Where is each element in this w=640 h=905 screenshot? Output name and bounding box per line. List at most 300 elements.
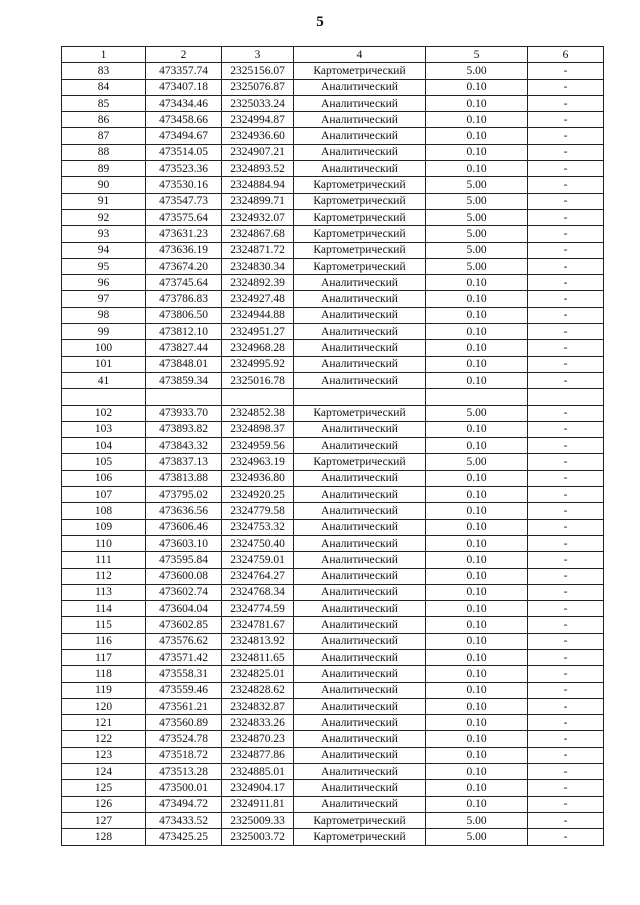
accuracy-cell: 0.10 [426,698,528,714]
method-cell: Картометрический [294,812,426,828]
x-coordinate-cell: 473576.62 [146,633,222,649]
accuracy-cell: 0.10 [426,112,528,128]
method-cell: Аналитический [294,307,426,323]
x-coordinate-cell: 473560.89 [146,715,222,731]
method-cell: Аналитический [294,275,426,291]
method-cell: Картометрический [294,63,426,79]
accuracy-cell: 0.10 [426,731,528,747]
table-row [62,226,604,242]
table-row [62,405,604,421]
point-number-cell: 117 [62,649,146,665]
point-number-cell: 114 [62,601,146,617]
accuracy-cell: 0.10 [426,617,528,633]
table-row [62,356,604,372]
x-coordinate-cell: 473636.56 [146,503,222,519]
method-cell: Аналитический [294,421,426,437]
column-header-6: 6 [528,47,604,63]
column-header-4: 4 [294,47,426,63]
accuracy-cell: 0.10 [426,421,528,437]
table-row [62,829,604,845]
table-row [62,63,604,79]
y-coordinate-cell: 2324884.94 [222,177,294,193]
point-number-cell: 88 [62,144,146,160]
accuracy-cell: 0.10 [426,764,528,780]
y-coordinate-cell: 2324898.37 [222,421,294,437]
accuracy-cell: 0.10 [426,519,528,535]
table-row [62,438,604,454]
accuracy-cell: 0.10 [426,340,528,356]
table-row [62,487,604,503]
table-row [62,242,604,258]
point-number-cell: 105 [62,454,146,470]
y-coordinate-cell: 2324899.71 [222,193,294,209]
table-row [62,649,604,665]
note-cell: - [528,275,604,291]
table-row [62,731,604,747]
y-coordinate-cell: 2324892.39 [222,275,294,291]
x-coordinate-cell: 473602.74 [146,584,222,600]
note-cell: - [528,438,604,454]
method-cell: Аналитический [294,324,426,340]
point-number-cell: 103 [62,421,146,437]
y-coordinate-cell: 2324995.92 [222,356,294,372]
point-number-cell: 83 [62,63,146,79]
accuracy-cell: 0.10 [426,372,528,388]
x-coordinate-cell: 473514.05 [146,144,222,160]
note-cell: - [528,649,604,665]
method-cell: Аналитический [294,340,426,356]
x-coordinate-cell: 473933.70 [146,405,222,421]
method-cell: Аналитический [294,649,426,665]
x-coordinate-cell: 473513.28 [146,764,222,780]
table-row [62,454,604,470]
accuracy-cell: 0.10 [426,324,528,340]
method-cell: Аналитический [294,291,426,307]
method-cell [294,389,426,405]
method-cell: Картометрический [294,829,426,845]
method-cell: Картометрический [294,226,426,242]
point-number-cell: 116 [62,633,146,649]
point-number-cell: 110 [62,535,146,551]
note-cell: - [528,324,604,340]
x-coordinate-cell: 473848.01 [146,356,222,372]
accuracy-cell: 0.10 [426,275,528,291]
y-coordinate-cell: 2324870.23 [222,731,294,747]
y-coordinate-cell: 2324768.34 [222,584,294,600]
accuracy-cell: 0.10 [426,601,528,617]
table-row [62,372,604,388]
method-cell: Аналитический [294,633,426,649]
point-number-cell: 112 [62,568,146,584]
note-cell [528,389,604,405]
point-number-cell: 102 [62,405,146,421]
note-cell: - [528,79,604,95]
note-cell: - [528,372,604,388]
point-number-cell: 87 [62,128,146,144]
note-cell: - [528,747,604,763]
method-cell: Аналитический [294,617,426,633]
point-number-cell: 101 [62,356,146,372]
y-coordinate-cell: 2324968.28 [222,340,294,356]
table-row [62,715,604,731]
accuracy-cell: 5.00 [426,812,528,828]
x-coordinate-cell: 473571.42 [146,649,222,665]
note-cell: - [528,552,604,568]
x-coordinate-cell: 473524.78 [146,731,222,747]
y-coordinate-cell: 2324936.80 [222,470,294,486]
note-cell: - [528,617,604,633]
table-row [62,258,604,274]
x-coordinate-cell: 473893.82 [146,421,222,437]
x-coordinate-cell: 473558.31 [146,666,222,682]
note-cell: - [528,519,604,535]
y-coordinate-cell: 2325016.78 [222,372,294,388]
y-coordinate-cell: 2324944.88 [222,307,294,323]
y-coordinate-cell: 2324911.81 [222,796,294,812]
note-cell: - [528,829,604,845]
table-row [62,812,604,828]
table-row [62,340,604,356]
note-cell: - [528,601,604,617]
note-cell: - [528,209,604,225]
method-cell: Аналитический [294,487,426,503]
note-cell: - [528,193,604,209]
y-coordinate-cell: 2324963.19 [222,454,294,470]
note-cell: - [528,242,604,258]
method-cell: Аналитический [294,584,426,600]
method-cell: Картометрический [294,405,426,421]
accuracy-cell: 0.10 [426,682,528,698]
accuracy-cell: 5.00 [426,405,528,421]
accuracy-cell: 5.00 [426,242,528,258]
y-coordinate-cell: 2324927.48 [222,291,294,307]
point-number-cell: 85 [62,95,146,111]
point-number-cell: 97 [62,291,146,307]
method-cell: Картометрический [294,258,426,274]
method-cell: Аналитический [294,144,426,160]
table-row [62,324,604,340]
y-coordinate-cell: 2324904.17 [222,780,294,796]
page-number: 5 [316,14,324,30]
x-coordinate-cell: 473827.44 [146,340,222,356]
column-header-1: 1 [62,47,146,63]
table-row [62,780,604,796]
y-coordinate-cell: 2324832.87 [222,698,294,714]
point-number-cell: 41 [62,372,146,388]
table-row [62,470,604,486]
accuracy-cell: 0.10 [426,161,528,177]
table-row [62,209,604,225]
table-row [62,193,604,209]
x-coordinate-cell: 473561.21 [146,698,222,714]
method-cell: Аналитический [294,438,426,454]
method-cell: Аналитический [294,682,426,698]
y-coordinate-cell: 2324951.27 [222,324,294,340]
accuracy-cell: 0.10 [426,552,528,568]
table-row [62,617,604,633]
y-coordinate-cell: 2324779.58 [222,503,294,519]
point-number-cell: 93 [62,226,146,242]
accuracy-cell: 5.00 [426,226,528,242]
point-number-cell: 125 [62,780,146,796]
point-number-cell: 123 [62,747,146,763]
point-number-cell: 96 [62,275,146,291]
y-coordinate-cell: 2324759.01 [222,552,294,568]
table-row [62,144,604,160]
note-cell: - [528,666,604,682]
x-coordinate-cell: 473518.72 [146,747,222,763]
y-coordinate-cell: 2324920.25 [222,487,294,503]
x-coordinate-cell: 473458.66 [146,112,222,128]
x-coordinate-cell: 473604.04 [146,601,222,617]
point-number-cell: 86 [62,112,146,128]
x-coordinate-cell: 473795.02 [146,487,222,503]
x-coordinate-cell: 473786.83 [146,291,222,307]
y-coordinate-cell: 2325003.72 [222,829,294,845]
table-row [62,275,604,291]
x-coordinate-cell: 473745.64 [146,275,222,291]
point-number-cell: 84 [62,79,146,95]
x-coordinate-cell: 473434.46 [146,95,222,111]
note-cell: - [528,715,604,731]
method-cell: Аналитический [294,568,426,584]
x-coordinate-cell: 473636.19 [146,242,222,258]
note-cell: - [528,633,604,649]
point-number-cell: 127 [62,812,146,828]
method-cell: Аналитический [294,519,426,535]
point-number-cell: 118 [62,666,146,682]
accuracy-cell: 0.10 [426,780,528,796]
y-coordinate-cell: 2324830.34 [222,258,294,274]
accuracy-cell: 0.10 [426,649,528,665]
note-cell: - [528,698,604,714]
table-row [62,503,604,519]
note-cell: - [528,340,604,356]
point-number-cell: 121 [62,715,146,731]
method-cell: Аналитический [294,764,426,780]
x-coordinate-cell: 473603.10 [146,535,222,551]
y-coordinate-cell: 2325076.87 [222,79,294,95]
note-cell: - [528,144,604,160]
method-cell: Аналитический [294,356,426,372]
note-cell: - [528,112,604,128]
x-coordinate-cell: 473407.18 [146,79,222,95]
note-cell: - [528,405,604,421]
note-cell: - [528,63,604,79]
method-cell: Картометрический [294,242,426,258]
method-cell: Аналитический [294,747,426,763]
y-coordinate-cell: 2325009.33 [222,812,294,828]
point-number-cell: 120 [62,698,146,714]
x-coordinate-cell: 473602.85 [146,617,222,633]
accuracy-cell: 0.10 [426,307,528,323]
note-cell: - [528,812,604,828]
x-coordinate-cell: 473837.13 [146,454,222,470]
point-number-cell: 89 [62,161,146,177]
x-coordinate-cell: 473433.52 [146,812,222,828]
coordinates-table [61,46,604,846]
x-coordinate-cell: 473631.23 [146,226,222,242]
table-row [62,601,604,617]
point-number-cell: 109 [62,519,146,535]
x-coordinate-cell: 473494.67 [146,128,222,144]
accuracy-cell: 0.10 [426,487,528,503]
accuracy-cell: 0.10 [426,796,528,812]
method-cell: Аналитический [294,698,426,714]
x-coordinate-cell: 473859.34 [146,372,222,388]
y-coordinate-cell: 2324833.26 [222,715,294,731]
x-coordinate-cell: 473812.10 [146,324,222,340]
y-coordinate-cell: 2324936.60 [222,128,294,144]
accuracy-cell: 5.00 [426,829,528,845]
accuracy-cell: 0.10 [426,438,528,454]
accuracy-cell: 5.00 [426,193,528,209]
x-coordinate-cell: 473806.50 [146,307,222,323]
point-number-cell: 92 [62,209,146,225]
table-row [62,698,604,714]
accuracy-cell: 0.10 [426,95,528,111]
point-number-cell: 122 [62,731,146,747]
note-cell: - [528,584,604,600]
accuracy-cell: 0.10 [426,633,528,649]
method-cell: Картометрический [294,177,426,193]
accuracy-cell: 5.00 [426,63,528,79]
point-number-cell: 108 [62,503,146,519]
note-cell: - [528,780,604,796]
point-number-cell: 98 [62,307,146,323]
method-cell: Аналитический [294,128,426,144]
x-coordinate-cell: 473523.36 [146,161,222,177]
point-number-cell: 126 [62,796,146,812]
accuracy-cell: 5.00 [426,177,528,193]
x-coordinate-cell: 473575.64 [146,209,222,225]
accuracy-cell: 0.10 [426,79,528,95]
method-cell: Аналитический [294,601,426,617]
table-row [62,552,604,568]
method-cell: Картометрический [294,454,426,470]
method-cell: Аналитический [294,95,426,111]
y-coordinate-cell: 2324932.07 [222,209,294,225]
y-coordinate-cell: 2324959.56 [222,438,294,454]
method-cell: Аналитический [294,731,426,747]
accuracy-cell: 5.00 [426,454,528,470]
table-row [62,796,604,812]
note-cell: - [528,307,604,323]
method-cell: Аналитический [294,666,426,682]
accuracy-cell: 0.10 [426,535,528,551]
method-cell: Аналитический [294,552,426,568]
table-row [62,584,604,600]
accuracy-cell: 0.10 [426,128,528,144]
x-coordinate-cell: 473600.08 [146,568,222,584]
accuracy-cell: 0.10 [426,356,528,372]
column-header-3: 3 [222,47,294,63]
y-coordinate-cell: 2324893.52 [222,161,294,177]
y-coordinate-cell: 2324907.21 [222,144,294,160]
note-cell: - [528,226,604,242]
x-coordinate-cell: 473813.88 [146,470,222,486]
column-header-2: 2 [146,47,222,63]
y-coordinate-cell: 2324750.40 [222,535,294,551]
accuracy-cell: 5.00 [426,209,528,225]
x-coordinate-cell: 473425.25 [146,829,222,845]
y-coordinate-cell: 2324753.32 [222,519,294,535]
note-cell: - [528,258,604,274]
note-cell: - [528,454,604,470]
x-coordinate-cell: 473530.16 [146,177,222,193]
note-cell: - [528,177,604,193]
table-row [62,666,604,682]
y-coordinate-cell: 2324877.86 [222,747,294,763]
note-cell: - [528,487,604,503]
point-number-cell: 100 [62,340,146,356]
table-row [62,633,604,649]
x-coordinate-cell: 473843.32 [146,438,222,454]
point-number-cell: 95 [62,258,146,274]
method-cell: Картометрический [294,209,426,225]
table-row [62,568,604,584]
point-number-cell: 107 [62,487,146,503]
y-coordinate-cell: 2324764.27 [222,568,294,584]
point-number-cell: 91 [62,193,146,209]
point-number-cell: 90 [62,177,146,193]
table-row [62,128,604,144]
method-cell: Аналитический [294,780,426,796]
point-number-cell: 115 [62,617,146,633]
table-row [62,519,604,535]
y-coordinate-cell: 2324825.01 [222,666,294,682]
accuracy-cell: 0.10 [426,568,528,584]
accuracy-cell: 0.10 [426,470,528,486]
table-row [62,682,604,698]
method-cell: Аналитический [294,535,426,551]
table-row [62,177,604,193]
table-row [62,421,604,437]
table-row [62,535,604,551]
note-cell: - [528,356,604,372]
point-number-cell: 94 [62,242,146,258]
table-header-row [62,47,604,63]
table-row [62,291,604,307]
x-coordinate-cell: 473674.20 [146,258,222,274]
y-coordinate-cell: 2324813.92 [222,633,294,649]
note-cell: - [528,731,604,747]
point-number-cell: 119 [62,682,146,698]
x-coordinate-cell: 473494.72 [146,796,222,812]
y-coordinate-cell: 2324811.65 [222,649,294,665]
accuracy-cell [426,389,528,405]
table-body [62,63,604,845]
point-number-cell: 128 [62,829,146,845]
method-cell: Аналитический [294,372,426,388]
point-number-cell: 124 [62,764,146,780]
note-cell: - [528,128,604,144]
note-cell: - [528,535,604,551]
table-row [62,95,604,111]
method-cell: Аналитический [294,503,426,519]
method-cell: Аналитический [294,112,426,128]
method-cell: Аналитический [294,161,426,177]
note-cell: - [528,796,604,812]
table-row [62,161,604,177]
accuracy-cell: 0.10 [426,291,528,307]
accuracy-cell: 0.10 [426,715,528,731]
table-row [62,764,604,780]
y-coordinate-cell: 2324885.01 [222,764,294,780]
accuracy-cell: 5.00 [426,258,528,274]
x-coordinate-cell [146,389,222,405]
x-coordinate-cell: 473500.01 [146,780,222,796]
